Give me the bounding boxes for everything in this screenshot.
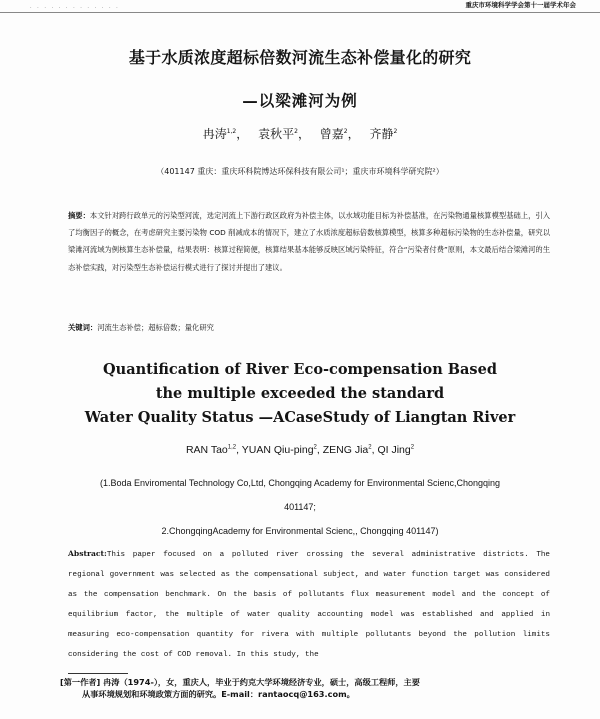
abstract-cn-text: 本文针对跨行政单元的污染型河流，选定河流上下游行政区政府为补偿主体，以水域功能目标为补偿基准，在污染物通量核算模型基础上，引入了均衡因子的概念，在考虑研究主要污染物 COD 削减成本的情况下，建立了水质浓度超标倍数核算模型，核算多种超标污染物的生态补偿量，研究以梁滩河流域为例核算生态补偿量，结果表明：核算过程简便，核算结果基本能够反映区域污染特征，符合“污染者付费”原则，本文最后结合梁滩河的生态补偿实践，对污染型生态补偿运行模式进行了探讨并提出了建议。 bbox=[68, 211, 551, 272]
abstract-cn bbox=[68, 207, 550, 276]
footnote-rule bbox=[68, 673, 128, 674]
keywords-cn bbox=[68, 323, 214, 333]
footnote-label: [第一作者] bbox=[60, 677, 101, 687]
authors-en bbox=[0, 444, 600, 456]
running-head: 重庆市环境科学学会第十一届学术年会 bbox=[465, 1, 576, 9]
author-en: YUAN Qiu-ping$^2$, bbox=[241, 444, 320, 456]
author-en: RAN Tao$^{1,2}$, bbox=[185, 444, 240, 456]
footnote bbox=[60, 676, 540, 700]
authors-cn bbox=[0, 125, 600, 142]
affiliation-en bbox=[0, 471, 600, 543]
abstract-en-label: Abstract: bbox=[68, 549, 107, 558]
keywords-cn-text: 河流生态补偿；超标倍数；量化研究 bbox=[97, 323, 214, 332]
author-en: ZENG Jia$^2$, bbox=[322, 444, 375, 456]
title-cn-main: 基于水质浓度超标倍数河流生态补偿量化的研究 bbox=[128, 48, 472, 67]
title-en-line: Water Quality Status —ACaseStudy of Liangtan River bbox=[84, 409, 516, 426]
author-cn: 曾嘉$^2$， bbox=[319, 127, 360, 141]
abstract-en bbox=[68, 544, 550, 665]
title-cn-sub: —以梁滩河为例 bbox=[242, 92, 358, 110]
affiliation-cn: （401147 重庆：重庆环科院博达环保科技有限公司¹；重庆市环境科学研究院²） bbox=[156, 167, 444, 176]
title-en bbox=[0, 358, 600, 430]
title-en-line: Quantification of River Eco-compensation Based bbox=[103, 361, 497, 378]
affiliation-en-line: 2.ChongqingAcademy for Environmental Scienc,, Chongqing 401147) bbox=[161, 526, 439, 536]
author-cn: 冉涛$^{1,2}$， bbox=[202, 127, 249, 141]
author-cn: 齐静$^2$ bbox=[369, 127, 398, 141]
header-dots: · · · · · · · · · · · · · bbox=[30, 5, 120, 11]
keywords-cn-label: 关键词： bbox=[68, 323, 98, 332]
author-cn: 袁秋平$^2$， bbox=[258, 127, 310, 141]
affiliation-en-line: (1.Boda Enviromental Technology Co,Ltd, Chongqing Academy for Environmental Scienc,Chongqing bbox=[99, 478, 501, 488]
affiliation-en-line: 401147; bbox=[284, 502, 316, 512]
footnote-line: 冉涛（1974-），女，重庆人，毕业于约克大学环境经济专业，硕士，高级工程师，主要 bbox=[103, 677, 420, 687]
abstract-en-text: This paper focused on a polluted river crossing the several administrative districts. The regional government was selected as the compensational subject, and water function target was considered as the compensation benchmark. On the basis of pollutants flux measurement model and the concept of equilibrium factor, the multiple of water quality accounting model was established and applied in measuring eco-compensation quantity for rivera with multiple pollutants beyond the pollution limits considering the cost of COD removal. In this study, the bbox=[68, 551, 550, 659]
header-rule bbox=[0, 12, 600, 13]
title-en-line: the multiple exceeded the standard bbox=[155, 385, 445, 402]
author-en: QI Jing$^2$ bbox=[377, 444, 415, 456]
footnote-line: 从事环境规划和环境政策方面的研究。E-mail：rantaocq@163.com。 bbox=[82, 689, 355, 699]
abstract-cn-label: 摘要： bbox=[68, 211, 90, 220]
